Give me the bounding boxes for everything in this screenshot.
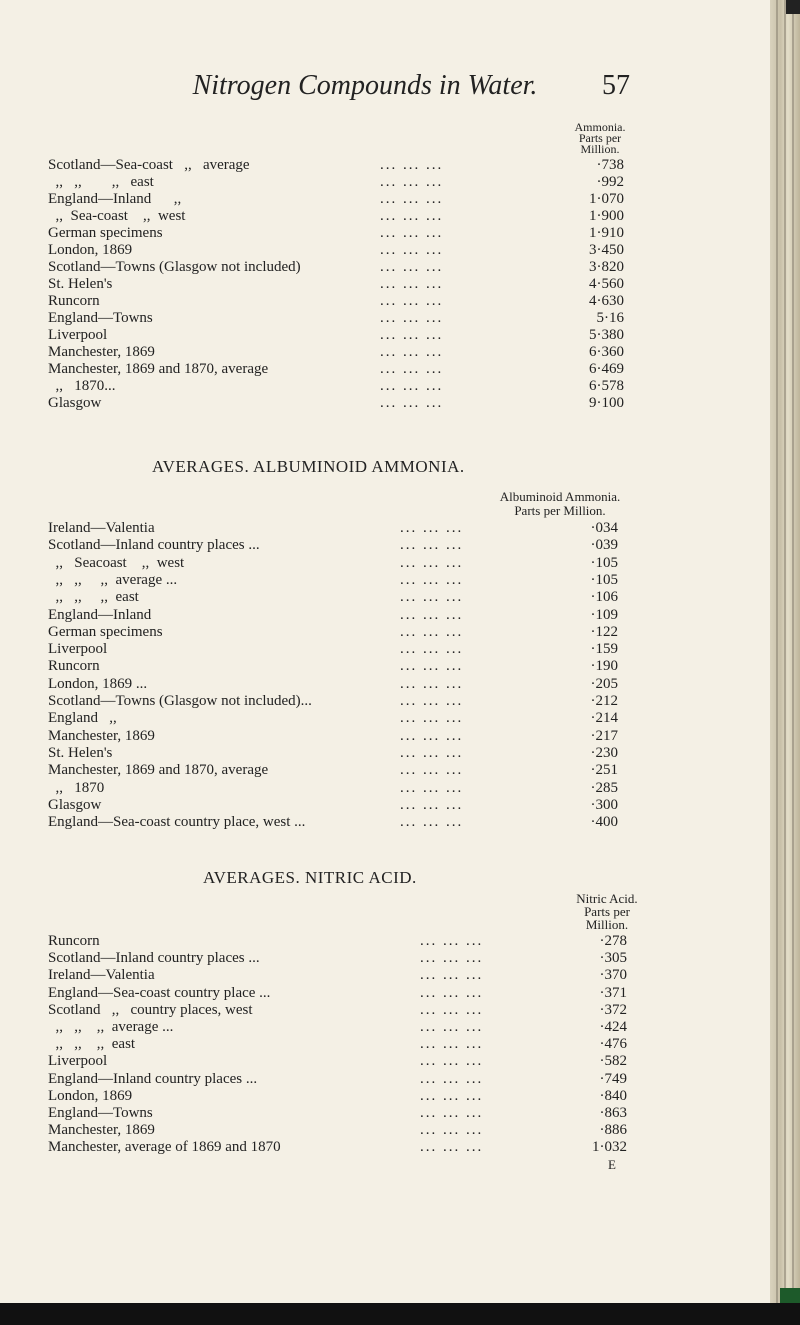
table-row [48, 761, 648, 779]
leader-dots: ... ... ... [420, 1001, 484, 1018]
scan-bottom-edge [0, 1303, 800, 1325]
leader-dots: ... ... ... [380, 225, 444, 241]
table-row [48, 949, 648, 967]
row-value: ·738 [596, 157, 624, 173]
row-value: ·190 [590, 658, 618, 675]
row-value: ·305 [599, 950, 627, 967]
table-row [48, 190, 648, 208]
row-value: ·034 [590, 520, 618, 536]
table-row [48, 1138, 648, 1156]
row-value: 1·900 [589, 208, 624, 224]
leader-dots: ... ... ... [420, 1019, 484, 1035]
row-value: ·106 [590, 589, 618, 606]
row-label: German specimens [48, 623, 163, 640]
leader-dots: ... ... ... [400, 520, 464, 536]
column-heading-line: Nitric Acid. [576, 891, 638, 906]
leader-dots: ... ... ... [420, 1087, 484, 1104]
leader-dots: ... ... ... [380, 191, 444, 207]
leader-dots: ... ... ... [420, 1139, 484, 1156]
leader-dots: ... ... ... [380, 310, 444, 326]
row-label: ,, Sea-coast ,, west [48, 208, 186, 224]
row-label: ,, ,, ,, average ... [48, 1019, 174, 1035]
row-value: 5·16 [596, 310, 624, 326]
row-label: England—Inland ,, [48, 191, 182, 207]
leader-dots: ... ... ... [400, 727, 464, 744]
row-value: ·212 [590, 693, 618, 709]
row-value: 4·630 [589, 293, 624, 309]
row-label: Scotland—Inland country places ... [48, 537, 260, 554]
table-row [48, 640, 648, 658]
row-value: 3·820 [589, 259, 624, 275]
table-row [48, 536, 648, 554]
section-title-nitric: AVERAGES. NITRIC ACID. [203, 868, 417, 887]
row-label: ,, ,, ,, average ... [48, 571, 178, 588]
row-label: Scotland—Towns (Glasgow not included)... [48, 693, 312, 709]
table-row [48, 1035, 648, 1053]
row-label: ,, 1870... [48, 378, 116, 394]
row-value: 1·910 [589, 225, 624, 241]
leader-dots: ... ... ... [400, 641, 464, 658]
table-row [48, 519, 648, 537]
leader-dots: ... ... ... [380, 208, 444, 224]
table-row [48, 173, 648, 191]
leader-dots: ... ... ... [400, 589, 464, 606]
table-row [48, 813, 648, 831]
table-row [48, 727, 648, 745]
row-value: 6·360 [589, 344, 624, 360]
leader-dots: ... ... ... [420, 933, 484, 949]
row-value: ·992 [596, 174, 624, 190]
table-row [48, 588, 648, 606]
row-value: ·251 [590, 762, 618, 779]
leader-dots: ... ... ... [400, 762, 464, 779]
row-value: ·217 [590, 727, 618, 744]
row-label: Scotland ,, country places, west [48, 1001, 253, 1018]
table-row [48, 779, 648, 797]
row-label: England—Sea-coast country place, west ... [48, 814, 306, 831]
table-row [48, 1121, 648, 1139]
column-heading-line: Parts per Million. [514, 503, 606, 518]
table-row [48, 796, 648, 814]
leader-dots: ... ... ... [380, 276, 444, 292]
table-row [48, 377, 648, 395]
leader-dots: ... ... ... [420, 950, 484, 967]
leader-dots: ... ... ... [400, 814, 464, 831]
row-value: ·122 [590, 623, 618, 640]
row-value: ·370 [599, 967, 627, 984]
table-row [48, 966, 648, 984]
leader-dots: ... ... ... [380, 293, 444, 309]
row-label: England—Inland country places ... [48, 1070, 258, 1087]
leader-dots: ... ... ... [380, 361, 444, 377]
leader-dots: ... ... ... [420, 1105, 484, 1121]
row-label: Runcorn [48, 293, 100, 309]
signature-mark: E [608, 1156, 616, 1172]
row-label: England ,, [48, 710, 117, 727]
table-row [48, 623, 648, 641]
row-value: 9·100 [589, 395, 624, 411]
row-value: ·039 [590, 537, 618, 554]
albuminoid-column-heading [455, 490, 665, 518]
table-row [48, 1104, 648, 1122]
table-row [48, 241, 648, 259]
row-value: ·424 [599, 1019, 627, 1035]
leader-dots: ... ... ... [400, 779, 464, 796]
leader-dots: ... ... ... [400, 710, 464, 727]
scan-corner [786, 0, 800, 14]
table-row [48, 292, 648, 310]
row-value: ·582 [599, 1053, 627, 1070]
column-heading-line: Million. [580, 142, 620, 156]
table-row [48, 692, 648, 710]
row-value: 6·469 [589, 361, 624, 377]
table-row [48, 207, 648, 225]
leader-dots: ... ... ... [420, 1053, 484, 1070]
page-number: 57 [602, 70, 630, 101]
row-label: Runcorn [48, 933, 100, 949]
leader-dots: ... ... ... [380, 174, 444, 190]
page-edge [770, 0, 800, 1325]
row-value: 5·380 [589, 327, 624, 343]
row-value: ·840 [599, 1087, 627, 1104]
table-row [48, 932, 648, 950]
table-row [48, 156, 648, 174]
table-row [48, 709, 648, 727]
row-value: ·278 [599, 933, 627, 949]
table-row [48, 744, 648, 762]
row-label: England—Inland [48, 606, 152, 623]
nitric-column-heading [552, 892, 662, 931]
row-label: Liverpool [48, 327, 108, 343]
leader-dots: ... ... ... [380, 344, 444, 360]
leader-dots: ... ... ... [400, 606, 464, 623]
row-label: Liverpool [48, 641, 108, 658]
row-value: ·300 [590, 796, 618, 813]
column-heading-line: Ammonia. [574, 120, 626, 134]
row-value: ·749 [599, 1070, 627, 1087]
table-row [48, 1018, 648, 1036]
row-value: ·863 [599, 1105, 627, 1121]
column-heading-line: Million. [585, 917, 629, 932]
leader-dots: ... ... ... [400, 571, 464, 588]
row-value: ·371 [599, 984, 627, 1001]
row-label: England—Sea-coast country place ... [48, 984, 271, 1001]
leader-dots: ... ... ... [420, 1036, 484, 1053]
table-row [48, 657, 648, 675]
row-label: ,, ,, ,, east [48, 174, 154, 190]
table-row [48, 984, 648, 1002]
row-label: ,, ,, ,, east [48, 589, 139, 606]
page-title: Nitrogen Compounds in Water. [192, 70, 538, 101]
leader-dots: ... ... ... [400, 554, 464, 571]
row-label: Liverpool [48, 1053, 108, 1070]
section-title-albuminoid: AVERAGES. ALBUMINOID AMMONIA. [152, 457, 465, 476]
row-value: ·205 [590, 675, 618, 692]
row-label: Scotland—Sea-coast ,, average [48, 157, 250, 173]
table-row [48, 224, 648, 242]
row-value: ·105 [590, 571, 618, 588]
row-value: 1·032 [592, 1139, 627, 1156]
column-heading-line: Parts per [584, 904, 630, 919]
table-row [48, 606, 648, 624]
row-label: Manchester, 1869 [48, 1122, 155, 1139]
table-row [48, 554, 648, 572]
table-row [48, 258, 648, 276]
row-label: England—Towns [48, 1105, 153, 1121]
table-row [48, 1070, 648, 1088]
row-label: Manchester, 1869 and 1870, average [48, 361, 269, 377]
row-label: Ireland—Valentia [48, 520, 155, 536]
row-label: Runcorn [48, 658, 100, 675]
row-label: Glasgow [48, 395, 102, 411]
row-value: ·476 [599, 1036, 627, 1053]
row-label: Manchester, 1869 [48, 344, 155, 360]
leader-dots: ... ... ... [400, 693, 464, 709]
leader-dots: ... ... ... [380, 242, 444, 258]
table-row [48, 1001, 648, 1019]
leader-dots: ... ... ... [380, 395, 444, 411]
row-value: ·400 [590, 814, 618, 831]
leader-dots: ... ... ... [400, 796, 464, 813]
table-row [48, 571, 648, 589]
row-label: Scotland—Inland country places ... [48, 950, 260, 967]
leader-dots: ... ... ... [420, 967, 484, 984]
leader-dots: ... ... ... [400, 675, 464, 692]
row-label: ,, ,, ,, east [48, 1036, 136, 1053]
leader-dots: ... ... ... [380, 378, 444, 394]
row-value: ·886 [599, 1122, 627, 1139]
row-value: ·285 [590, 779, 618, 796]
leader-dots: ... ... ... [420, 984, 484, 1001]
row-label: London, 1869 [48, 242, 133, 258]
row-value: 4·560 [589, 276, 624, 292]
column-heading-line: Albuminoid Ammonia. [499, 489, 621, 504]
row-label: St. Helen's [48, 276, 113, 292]
row-label: England—Towns [48, 310, 153, 326]
leader-dots: ... ... ... [380, 327, 444, 343]
ammonia-column-heading [545, 122, 655, 155]
row-label: Glasgow [48, 796, 102, 813]
page-header [100, 70, 630, 104]
row-label: Manchester, 1869 and 1870, average [48, 762, 269, 779]
row-label: Manchester, average of 1869 and 1870 [48, 1139, 281, 1156]
table-row [48, 275, 648, 293]
row-value: ·372 [599, 1001, 627, 1018]
row-value: 6·578 [589, 378, 624, 394]
leader-dots: ... ... ... [400, 744, 464, 761]
table-row [48, 675, 648, 693]
leader-dots: ... ... ... [380, 157, 444, 173]
scan-corner [780, 1288, 800, 1304]
row-label: German specimens [48, 225, 163, 241]
leader-dots: ... ... ... [400, 623, 464, 640]
row-label: London, 1869 ... [48, 675, 148, 692]
row-label: ,, 1870 [48, 779, 105, 796]
table-row [48, 1052, 648, 1070]
row-value: ·230 [590, 744, 618, 761]
table-row [48, 1087, 648, 1105]
row-label: London, 1869 [48, 1087, 133, 1104]
row-value: 1·070 [589, 191, 624, 207]
leader-dots: ... ... ... [380, 259, 444, 275]
table-row [48, 326, 648, 344]
row-value: ·159 [590, 641, 618, 658]
table-row [48, 394, 648, 412]
table-row [48, 309, 648, 327]
leader-dots: ... ... ... [420, 1070, 484, 1087]
row-label: Ireland—Valentia [48, 967, 155, 984]
row-label: Manchester, 1869 [48, 727, 155, 744]
row-value: ·214 [590, 710, 618, 727]
leader-dots: ... ... ... [400, 658, 464, 675]
row-label: St. Helen's [48, 744, 113, 761]
table-row [48, 343, 648, 361]
column-heading-line: Parts per [578, 131, 622, 145]
row-value: ·109 [590, 606, 618, 623]
row-label: Scotland—Towns (Glasgow not included) [48, 259, 301, 275]
table-row [48, 360, 648, 378]
leader-dots: ... ... ... [400, 537, 464, 554]
row-label: ,, Seacoast ,, west [48, 554, 185, 571]
leader-dots: ... ... ... [420, 1122, 484, 1139]
row-value: 3·450 [589, 242, 624, 258]
row-value: ·105 [590, 554, 618, 571]
